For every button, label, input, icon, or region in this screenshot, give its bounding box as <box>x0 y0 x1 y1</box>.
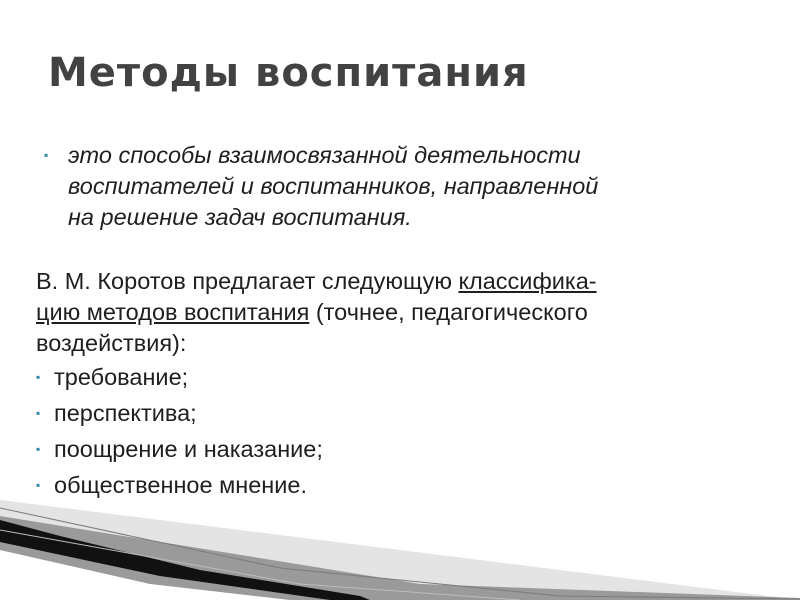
classification-block <box>36 266 771 503</box>
list-item-text: общественное мнение. <box>54 472 308 498</box>
definition-line-1: это способы взаимосвязанной деятельности <box>68 142 581 168</box>
definition-bullet-icon: ▪ <box>44 148 49 162</box>
intro-underlined-term-part-1: классифика- <box>458 268 597 294</box>
list-item-text: требование; <box>54 364 189 390</box>
intro-line-2-suffix: (точнее, педагогического <box>309 299 588 325</box>
intro-line-1-prefix: В. М. Коротов предлагает следующую <box>36 268 459 294</box>
list-item-text: поощрение и наказание; <box>54 436 323 462</box>
definition-line-3: на решение задач воспитания. <box>68 204 412 230</box>
decorative-wave-stripes <box>0 480 800 600</box>
definition-line-2: воспитателей и воспитанников, направленной <box>68 173 599 199</box>
square-bullet-icon: ▪ <box>36 406 41 420</box>
square-bullet-icon: ▪ <box>36 442 41 456</box>
definition-text <box>68 140 758 233</box>
list-item <box>36 395 771 431</box>
list-item <box>36 431 771 467</box>
classification-intro <box>36 266 771 359</box>
square-bullet-icon: ▪ <box>36 370 41 384</box>
list-item-text: перспектива; <box>54 400 197 426</box>
slide-title: Методы воспитания <box>48 50 529 96</box>
square-bullet-icon: ▪ <box>36 478 41 492</box>
intro-underlined-term-part-2: цию методов воспитания <box>36 299 310 325</box>
list-item <box>36 359 771 395</box>
intro-line-3: воздействия): <box>36 330 187 356</box>
